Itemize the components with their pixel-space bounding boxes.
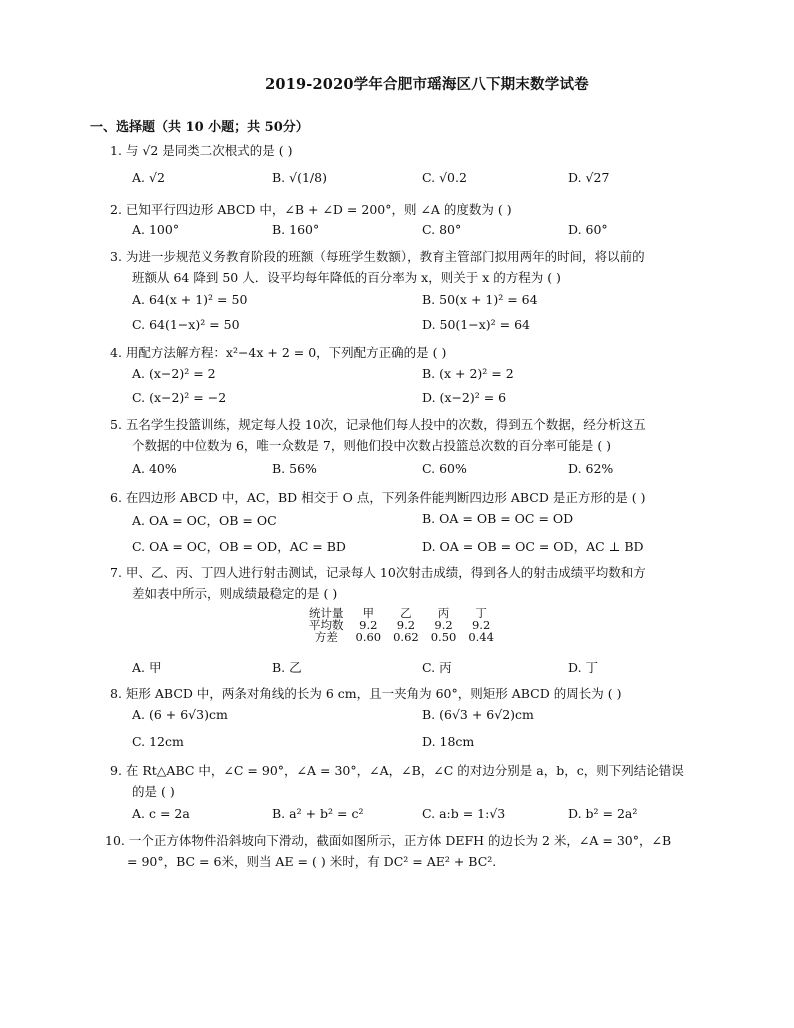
question-7-stem-line-1: 7. 甲、乙、丙、丁四人进行射击测试，记录每人 10次射击成绩，得到各人的射击成绩平均数和方 <box>110 565 646 580</box>
option-a: A. 甲 <box>132 660 162 675</box>
question-3-options-row-1 <box>132 292 732 312</box>
question-3 <box>110 246 710 288</box>
stats-header-cell: 乙 <box>400 606 412 620</box>
question-8 <box>110 683 710 704</box>
option-c: C. 80° <box>422 222 462 237</box>
question-10-stem-line-2: = 90°，BC = 6米，则当 AE = ( ) 米时，有 DC² = AE² + BC². <box>127 854 497 869</box>
question-7-stem-line-2: 差如表中所示，则成绩最稳定的是 ( ) <box>132 586 338 601</box>
question-4-options-row-1 <box>132 366 732 386</box>
stats-header-cell: 丙 <box>437 606 450 620</box>
option-d: D. 62% <box>568 461 614 476</box>
question-9-options <box>132 806 732 826</box>
question-8-stem: 8. 矩形 ABCD 中，两条对角线的长为 6 cm，且一夹角为 60°，则矩形 ABCD 的周长为 ( ) <box>110 686 622 701</box>
option-b: B. 乙 <box>272 660 302 675</box>
question-1 <box>110 140 710 161</box>
question-6-options-row-1 <box>132 511 732 531</box>
stats-cell: 0.44 <box>468 630 494 644</box>
stats-cell: 0.62 <box>393 630 419 644</box>
option-b: B. OA = OB = OC = OD <box>422 511 574 526</box>
option-b: B. 50(x + 1)² = 64 <box>422 292 538 307</box>
option-b: B. (x + 2)² = 2 <box>422 366 514 381</box>
option-b: B. 160° <box>272 222 320 237</box>
question-10 <box>105 830 705 872</box>
question-1-options <box>132 170 732 190</box>
stats-table <box>303 607 500 643</box>
question-4 <box>110 342 710 363</box>
question-5 <box>110 414 710 456</box>
question-6-options-row-2 <box>132 537 732 557</box>
question-2-stem: 2. 已知平行四边形 ABCD 中，∠B + ∠D = 200°，则 ∠A 的度数为 ( ) <box>110 202 512 217</box>
stats-cell: 方差 <box>314 630 338 644</box>
question-9-stem-line-1: 9. 在 Rt△ABC 中，∠C = 90°，∠A = 30°，∠A，∠B，∠C 的对边分别是 a，b，c，则下列结论错误 <box>110 763 684 778</box>
option-d: D. OA = OB = OC = OD，AC ⊥ BD <box>422 539 644 554</box>
question-9 <box>110 760 710 802</box>
stats-header-cell: 统计量 <box>309 606 344 620</box>
option-a: A. 100° <box>132 222 180 237</box>
stats-cell: 平均数 <box>309 618 344 632</box>
stats-cell: 9.2 <box>434 618 453 632</box>
stats-cell: 0.60 <box>355 630 382 644</box>
option-c: C. (x−2)² = −2 <box>132 390 227 405</box>
option-a: A. c = 2a <box>132 806 190 821</box>
exam-title: 2019-2020学年合肥市瑶海区八下期末数学试卷 <box>265 76 589 93</box>
question-3-stem-line-1: 3. 为进一步规范义务教育阶段的班额（每班学生数额），教育主管部门拟用两年的时间，将以前的 <box>110 249 645 264</box>
option-b: B. 56% <box>272 461 317 476</box>
option-d: D. 丁 <box>568 660 599 675</box>
question-7 <box>110 562 710 604</box>
question-4-options-row-2 <box>132 390 732 410</box>
option-d: D. 60° <box>568 222 608 237</box>
option-b: B. √(1/8) <box>272 170 327 185</box>
stats-cell: 9.2 <box>471 618 491 632</box>
option-d: D. b² = 2a² <box>568 806 638 821</box>
stats-cell: 9.2 <box>396 618 416 632</box>
question-4-stem: 4. 用配方法解方程：x²−4x + 2 = 0，下列配方正确的是 ( ) <box>110 345 447 360</box>
option-a: A. 40% <box>132 461 177 476</box>
option-c: C. a:b = 1:√3 <box>422 806 506 821</box>
stats-cell: 0.50 <box>430 630 457 644</box>
question-5-stem-line-2: 个数据的中位数为 6，唯一众数是 7，则他们投中次数占投篮总次数的百分率可能是 ( ) <box>132 438 612 453</box>
question-5-options <box>132 461 732 481</box>
option-c: C. 12cm <box>132 734 184 749</box>
section-heading: 一、选择题（共 10 小题；共 50分） <box>90 120 309 135</box>
option-c: C. 64(1−x)² = 50 <box>132 317 240 332</box>
question-8-options-row-2 <box>132 734 732 754</box>
stats-row-variance <box>303 631 500 643</box>
option-d: D. √27 <box>568 170 610 185</box>
stats-header-cell: 甲 <box>362 606 375 620</box>
question-9-stem-line-2: 的是 ( ) <box>132 784 175 799</box>
option-d: D. 18cm <box>422 734 475 749</box>
stats-header-cell: 丁 <box>475 606 487 620</box>
question-2 <box>110 199 710 220</box>
option-a: A. 64(x + 1)² = 50 <box>132 292 248 307</box>
option-d: D. 50(1−x)² = 64 <box>422 317 530 332</box>
option-a: A. OA = OC，OB = OC <box>132 513 277 528</box>
question-2-options <box>132 222 732 242</box>
option-a: A. (6 + 6√3)cm <box>132 707 228 722</box>
option-b: B. a² + b² = c² <box>272 806 364 821</box>
option-c: C. OA = OC，OB = OD，AC = BD <box>132 539 346 554</box>
question-3-options-row-2 <box>132 317 732 337</box>
question-6-stem: 6. 在四边形 ABCD 中，AC，BD 相交于 O 点，下列条件能判断四边形 ABCD 是正方形的是 ( ) <box>110 490 646 505</box>
option-a: A. (x−2)² = 2 <box>132 366 216 381</box>
stats-cell: 9.2 <box>359 618 378 632</box>
option-c: C. 60% <box>422 461 467 476</box>
question-6 <box>110 487 710 508</box>
question-3-stem-line-2: 班额从 64 降到 50 人．设平均每年降低的百分率为 x，则关于 x 的方程为 ( ) <box>132 270 561 285</box>
question-8-options-row-1 <box>132 707 732 727</box>
option-c: C. 丙 <box>422 660 452 675</box>
question-1-stem: 1. 与 √2 是同类二次根式的是 ( ) <box>110 143 293 158</box>
question-5-stem-line-1: 5. 五名学生投篮训练，规定每人投 10次，记录他们每人投中的次数，得到五个数据，经分析这五 <box>110 417 646 432</box>
option-b: B. (6√3 + 6√2)cm <box>422 707 534 722</box>
option-d: D. (x−2)² = 6 <box>422 390 507 405</box>
option-a: A. √2 <box>132 170 165 185</box>
option-c: C. √0.2 <box>422 170 467 185</box>
question-10-stem-line-1: 10. 一个正方体物件沿斜坡向下滑动，截面如图所示，正方体 DEFH 的边长为 2 米，∠A = 30°，∠B <box>105 833 672 848</box>
question-7-options <box>132 658 732 678</box>
